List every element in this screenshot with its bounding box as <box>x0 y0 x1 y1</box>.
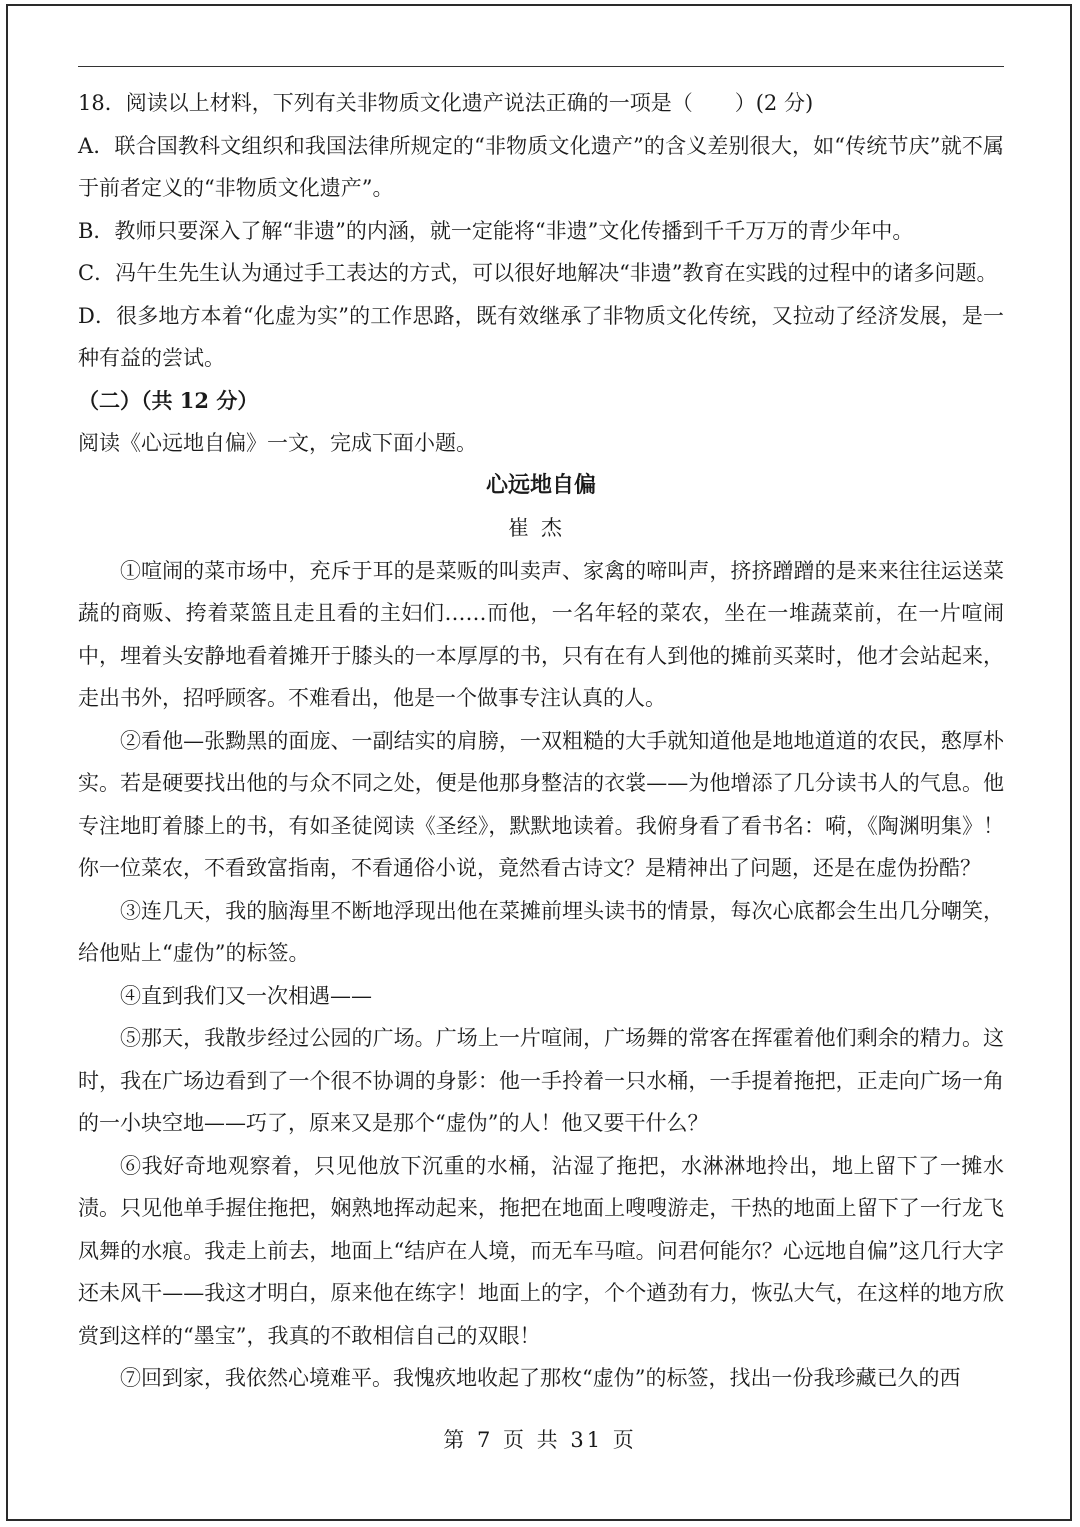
article-paragraph: ⑤那天，我散步经过公园的广场。广场上一片喧闹，广场舞的常客在挥霍着他们剩余的精力。这时，我在广场边看到了一个很不协调的身影：他一手拎着一只水桶，一手提着拖把，正走向广场一角的一小块空地——巧了，原来又是那个“虚伪”的人！他又要干什么？ <box>78 1026 1004 1135</box>
article-paragraph: ⑥我好奇地观察着，只见他放下沉重的水桶，沾湿了拖把，水淋淋地拎出，地上留下了一摊水渍。只见他单手握住拖把，娴熟地挥动起来，拖把在地面上嗖嗖游走，干热的地面上留下了一行龙飞凤舞的水痕。我走上前去，地面上“结庐在人境，而无车马喧。问君何能尔？心远地自偏”这几行大字还未风干——我这才明白，原来他在练字！地面上的字，个个遒劲有力，恢弘大气，在这样的地方欣赏到这样的“墨宝”，我真的不敢相信自己的双眼！ <box>78 1153 1004 1348</box>
header-rule <box>78 66 1004 67</box>
question-18-option-a: A．联合国教科文组织和我国法律所规定的“非物质文化遗产”的含义差别很大，如“传统节庆”就不属于前者定义的“非物质文化遗产”。 <box>78 133 1004 200</box>
article-paragraph: ③连几天，我的脑海里不断地浮现出他在菜摊前埋头读书的情景，每次心底都会生出几分嘲笑，给他贴上“虚伪”的标签。 <box>78 898 1004 965</box>
page-content <box>78 82 1004 1400</box>
question-18-option-d: D．很多地方本着“化虚为实”的工作思路，既有效继承了非物质文化传统，又拉动了经济发展，是一种有益的尝试。 <box>78 303 1004 370</box>
article-paragraph: ②看他—张黝黑的面庞、一副结实的肩膀，一双粗糙的大手就知道他是地地道道的农民，憨厚朴实。若是硬要找出他的与众不同之处，便是他那身整洁的衣裳——为他增添了几分读书人的气息。他专注地盯着膝上的书，有如圣徒阅读《圣经》，默默地读着。我俯身看了看书名：嗬，《陶渊明集》！你一位菜农，不看致富指南，不看通俗小说，竟然看古诗文？是精神出了问题，还是在虚伪扮酷？ <box>78 728 1004 880</box>
question-18-option-c: C．冯午生先生认为通过手工表达的方式，可以很好地解决“非遗”教育在实践的过程中的诸多问题。 <box>78 261 998 285</box>
page-number: 第 7 页 共 31 页 <box>443 1428 637 1452</box>
section-heading: （二）（共 12 分） <box>78 387 259 413</box>
article-paragraph: ④直到我们又一次相遇—— <box>120 983 372 1008</box>
article-author: 崔杰 <box>508 516 574 540</box>
question-18-option-b: B．教师只要深入了解“非遗”的内涵，就一定能将“非遗”文化传播到千千万万的青少年中。 <box>78 218 914 243</box>
article-paragraph: ①喧闹的菜市场中，充斥于耳的是菜贩的叫卖声、家禽的啼叫声，挤挤蹭蹭的是来来往往运送菜蔬的商贩、挎着菜篮且走且看的主妇们……而他，一名年轻的菜农，坐在一堆蔬菜前，在一片喧闹中，埋着头安静地看着摊开于膝头的一本厚厚的书，只有在有人到他的摊前买菜时，他才会站起来，走出书外，招呼顾客。不难看出，他是一个做事专注认真的人。 <box>78 558 1004 710</box>
article-body <box>78 550 1004 1400</box>
article-title: 心远地自偏 <box>485 472 596 498</box>
article-paragraph: ⑦回到家，我依然心境难平。我愧疚地收起了那枚“虚伪”的标签，找出一份我珍藏已久的西 <box>120 1366 961 1390</box>
section-instruction: 阅读《心远地自偏》一文，完成下面小题。 <box>78 431 477 455</box>
question-18-stem: 18．阅读以上材料，下列有关非物质文化遗产说法正确的一项是（ ）(2 分) <box>78 91 814 115</box>
